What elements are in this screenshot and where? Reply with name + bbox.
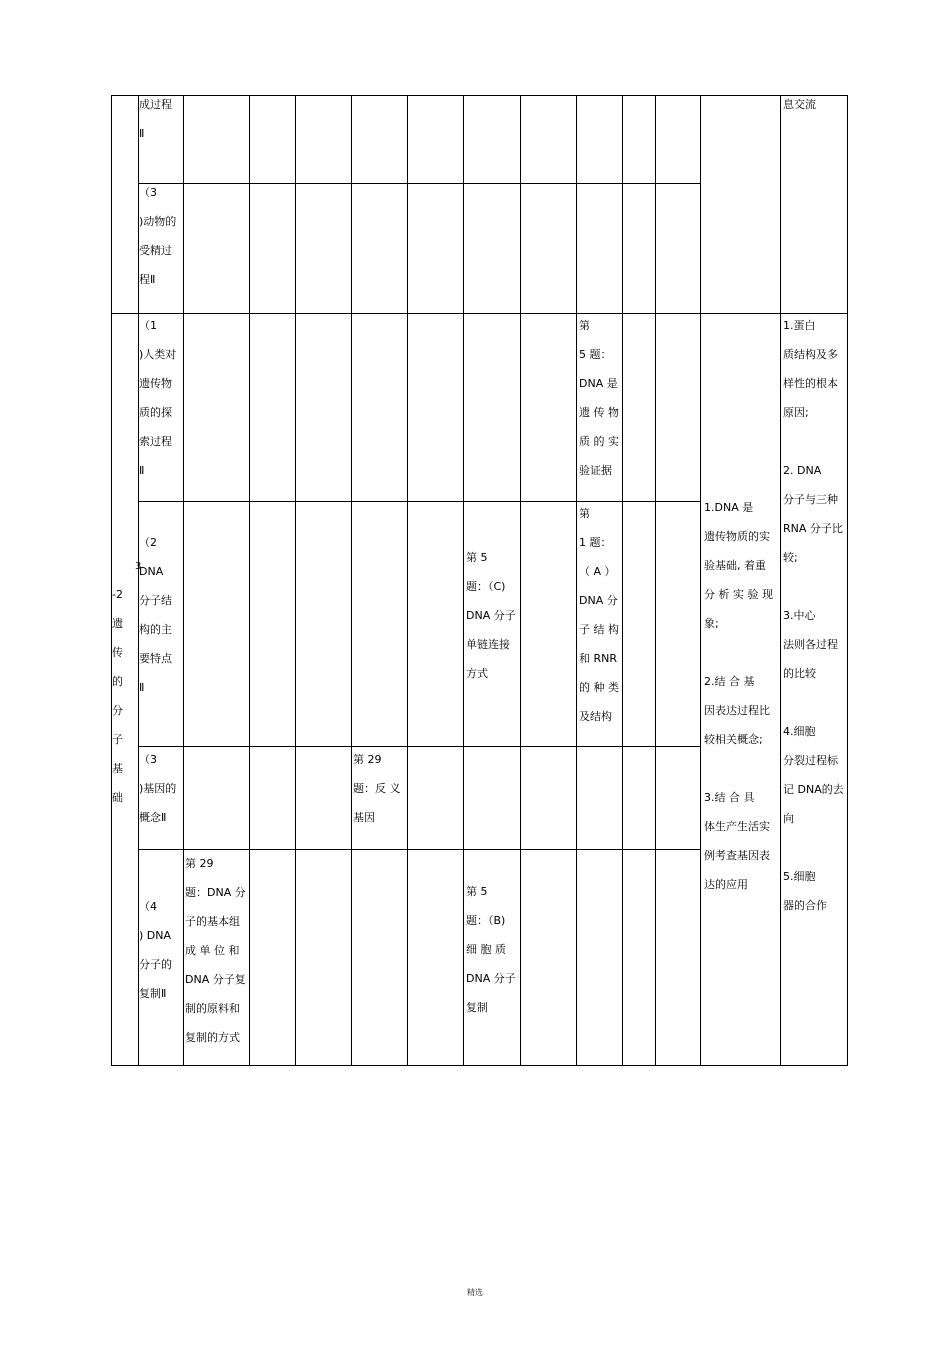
text-line: 分子结 — [139, 594, 172, 607]
text-line: 样性的根本 — [783, 377, 838, 390]
text-line: 体生产生活实 — [704, 820, 770, 833]
text-line: 题：（B) — [466, 914, 506, 927]
review-advice — [704, 493, 773, 899]
text-line: )人类对 — [139, 348, 177, 361]
text-line: 4.细胞 — [783, 725, 816, 738]
text-line: 复制Ⅱ — [139, 987, 167, 1000]
text-line: DNA — [139, 565, 164, 578]
text-line: 象; — [704, 617, 719, 630]
text-line: DNA 分子 — [466, 972, 516, 985]
text-line: 遗传物 — [139, 377, 172, 390]
text-line: 制的原料和 — [185, 1002, 240, 1015]
text-line: （3 — [139, 753, 157, 766]
text-line: 3.结 合 具 — [704, 791, 755, 804]
text-line: 第 29 — [353, 753, 382, 766]
text-line: Ⅱ — [139, 127, 145, 140]
text-line: 向 — [783, 812, 794, 825]
text-line: 第 5 — [466, 885, 488, 898]
text-line: （3 — [139, 186, 157, 199]
text-line: 单链连接 — [466, 638, 510, 651]
text-line: 1.DNA 是 — [704, 501, 754, 514]
text-line: 索过程 — [139, 435, 172, 448]
text-line: 子的基本组 — [185, 915, 240, 928]
text-line: 基因 — [353, 811, 375, 824]
text-line: 概念Ⅱ — [139, 811, 167, 824]
text-line: 程Ⅱ — [139, 273, 156, 286]
text-line: 2. DNA — [783, 464, 822, 477]
question-q1-dna-rna-structure — [579, 499, 619, 731]
text-line: 的 — [112, 675, 123, 688]
text-line: 2.结 合 基 — [704, 675, 755, 688]
text-line — [783, 833, 844, 862]
text-line: 验证据 — [579, 464, 612, 477]
row1-right-text — [783, 90, 816, 119]
text-line: 础 — [112, 791, 123, 804]
text-line: DNA 分子复 — [185, 973, 246, 986]
question-q29-dna-composition — [185, 849, 246, 1052]
text-line: 例考查基因表 — [704, 849, 770, 862]
text-line: Ⅱ — [139, 681, 145, 694]
text-line: 验基础, 着重 — [704, 559, 766, 572]
text-line: 遗传物质的实 — [704, 530, 770, 543]
topic-row1-3 — [139, 178, 176, 294]
text-line: 1.蛋白 — [783, 319, 816, 332]
topic-row1-2 — [139, 90, 172, 148]
text-line — [704, 638, 773, 667]
text-line — [783, 688, 844, 717]
text-line: 题：DNA 分 — [185, 886, 246, 899]
text-line: 成 单 位 和 — [185, 944, 240, 957]
text-line: 方式 — [466, 667, 488, 680]
text-line: 和 RNR — [579, 652, 618, 665]
text-line: 构的主 — [139, 623, 172, 636]
question-q5-cytoplasm-dna — [466, 877, 516, 1022]
text-line: （ A ） — [579, 565, 616, 578]
text-line: DNA 分 — [579, 594, 618, 607]
text-line: 分裂过程标 — [783, 754, 838, 767]
text-line: )基因的 — [139, 782, 177, 795]
text-line: 器的合作 — [783, 899, 827, 912]
text-line: 第 29 — [185, 857, 214, 870]
text-line: 遗 — [112, 617, 123, 630]
text-line: 复制 — [466, 1001, 488, 1014]
text-line: 较; — [783, 551, 798, 564]
text-line: DNA 分子 — [466, 609, 516, 622]
text-line: DNA 是 — [579, 377, 618, 390]
text-line: 子 结 构 — [579, 623, 619, 636]
text-line — [783, 572, 844, 601]
text-line: 子 — [112, 733, 123, 746]
text-line: 法则各过程 — [783, 638, 838, 651]
text-line: （4 — [139, 900, 157, 913]
text-line: 息交流 — [783, 98, 816, 111]
text-line: 因表达过程比 — [704, 704, 770, 717]
text-line: RNA 分子比 — [783, 522, 843, 535]
text-line: 5 题： — [579, 348, 612, 361]
text-line: Ⅱ — [139, 464, 145, 477]
text-line: 分 析 实 验 现 — [704, 588, 773, 601]
text-line: 题：（C) — [466, 580, 506, 593]
text-line: 分子的 — [139, 958, 172, 971]
text-line: 受精过 — [139, 244, 172, 257]
section-label — [112, 580, 123, 812]
text-line — [783, 427, 844, 456]
topic-gene-concept — [139, 745, 176, 832]
text-line: 第 — [579, 319, 590, 332]
topic-dna-structure — [139, 528, 172, 702]
text-line: 分子与三种 — [783, 493, 838, 506]
text-line: 基 — [112, 762, 123, 775]
text-line: 及结构 — [579, 710, 612, 723]
topic-dna-genetic-material — [139, 311, 176, 485]
text-line: 3.中心 — [783, 609, 816, 622]
text-line: 题：反 义 — [353, 782, 401, 795]
text-line: 复制的方式 — [185, 1031, 240, 1044]
text-line: )动物的 — [139, 215, 177, 228]
text-line: -2 — [112, 588, 123, 601]
text-line: 第 — [579, 507, 590, 520]
text-line: 质的探 — [139, 406, 172, 419]
text-line: 的 种 类 — [579, 681, 619, 694]
text-line: 要特点 — [139, 652, 172, 665]
text-line: 第 5 — [466, 551, 488, 564]
text-line: 记 DNA的去 — [783, 783, 844, 796]
text-line: 遗 传 物 — [579, 406, 619, 419]
text-line: 分 — [112, 704, 123, 717]
text-line: 原因; — [783, 406, 809, 419]
text-line: 传 — [112, 646, 123, 659]
topic-dna-replication — [139, 892, 172, 1008]
text-line: 质结构及多 — [783, 348, 838, 361]
text-line: 5.细胞 — [783, 870, 816, 883]
text-line: 细 胞 质 — [466, 943, 506, 956]
key-points — [783, 311, 844, 920]
text-line: 质 的 实 — [579, 435, 619, 448]
question-q5-single-strand — [466, 543, 516, 688]
text-line: （2 — [139, 536, 157, 549]
text-line: 达的应用 — [704, 878, 748, 891]
text-line: 的比较 — [783, 667, 816, 680]
text-line: 1 题： — [579, 536, 612, 549]
question-q5-dna-evidence — [579, 311, 619, 485]
text-line — [704, 754, 773, 783]
text-line: （1 — [139, 319, 157, 332]
text-line: ) DNA — [139, 929, 172, 942]
section-number: 3 — [135, 561, 142, 572]
footer-label: 精选 — [467, 1288, 483, 1297]
question-q29-antisense-gene — [353, 745, 401, 832]
text-line: 成过程 — [139, 98, 172, 111]
text-line: 较相关概念; — [704, 733, 763, 746]
